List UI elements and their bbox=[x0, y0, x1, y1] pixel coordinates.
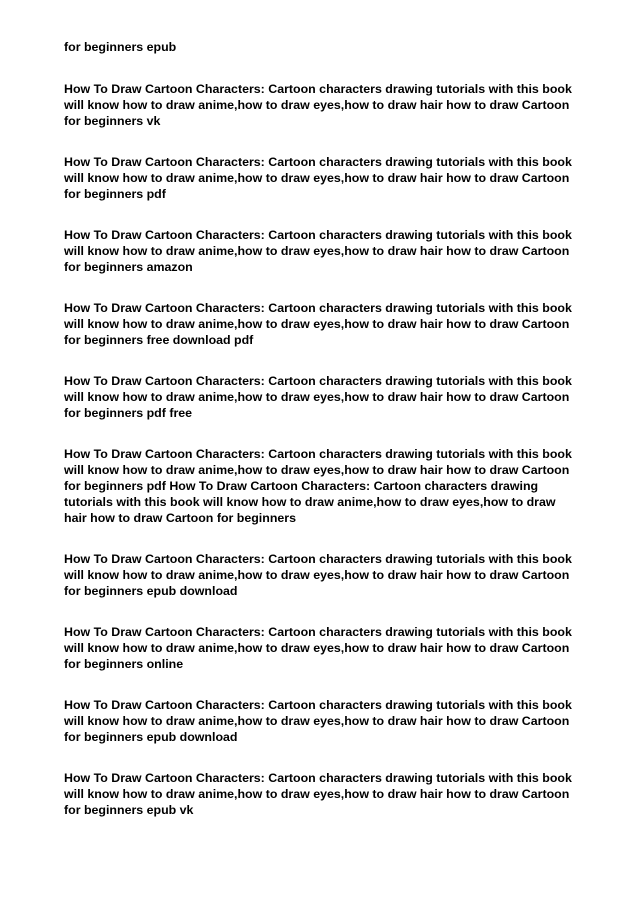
paragraph-2: How To Draw Cartoon Characters: Cartoon characters drawing tutorials with this book will know how to draw anime,how to draw eyes,how to draw hair how to draw Cartoon for beginners vk bbox=[64, 82, 572, 128]
paragraph-10: How To Draw Cartoon Characters: Cartoon characters drawing tutorials with this book will know how to draw anime,how to draw eyes,how to draw hair how to draw Cartoon for beginners epub download bbox=[64, 698, 572, 744]
paragraph-11: How To Draw Cartoon Characters: Cartoon characters drawing tutorials with this book will know how to draw anime,how to draw eyes,how to draw hair how to draw Cartoon for beginners epub vk bbox=[64, 771, 572, 817]
paragraph-9: How To Draw Cartoon Characters: Cartoon characters drawing tutorials with this book will know how to draw anime,how to draw eyes,how to draw hair how to draw Cartoon for beginners online bbox=[64, 625, 572, 671]
paragraph-6: How To Draw Cartoon Characters: Cartoon characters drawing tutorials with this book will know how to draw anime,how to draw eyes,how to draw hair how to draw Cartoon for beginners pdf free bbox=[64, 374, 572, 420]
paragraph-4: How To Draw Cartoon Characters: Cartoon characters drawing tutorials with this book will know how to draw anime,how to draw eyes,how to draw hair how to draw Cartoon for beginners amazon bbox=[64, 228, 572, 274]
document-body bbox=[64, 39, 604, 843]
paragraph-7: How To Draw Cartoon Characters: Cartoon characters drawing tutorials with this book will know how to draw anime,how to draw eyes,how to draw hair how to draw Cartoon for beginners pdf How To Draw Cartoon Characters: Cartoon characters drawing tutorials with this book will know how to draw anime,how to draw eyes,how to draw hair how to draw Cartoon for beginners bbox=[64, 447, 572, 525]
paragraph-8: How To Draw Cartoon Characters: Cartoon characters drawing tutorials with this book will know how to draw anime,how to draw eyes,how to draw hair how to draw Cartoon for beginners epub download bbox=[64, 552, 572, 598]
paragraph-1: for beginners epub bbox=[64, 40, 177, 54]
paragraph-5: How To Draw Cartoon Characters: Cartoon characters drawing tutorials with this book will know how to draw anime,how to draw eyes,how to draw hair how to draw Cartoon for beginners free download pdf bbox=[64, 301, 572, 347]
paragraph-3: How To Draw Cartoon Characters: Cartoon characters drawing tutorials with this book will know how to draw anime,how to draw eyes,how to draw hair how to draw Cartoon for beginners pdf bbox=[64, 155, 572, 201]
